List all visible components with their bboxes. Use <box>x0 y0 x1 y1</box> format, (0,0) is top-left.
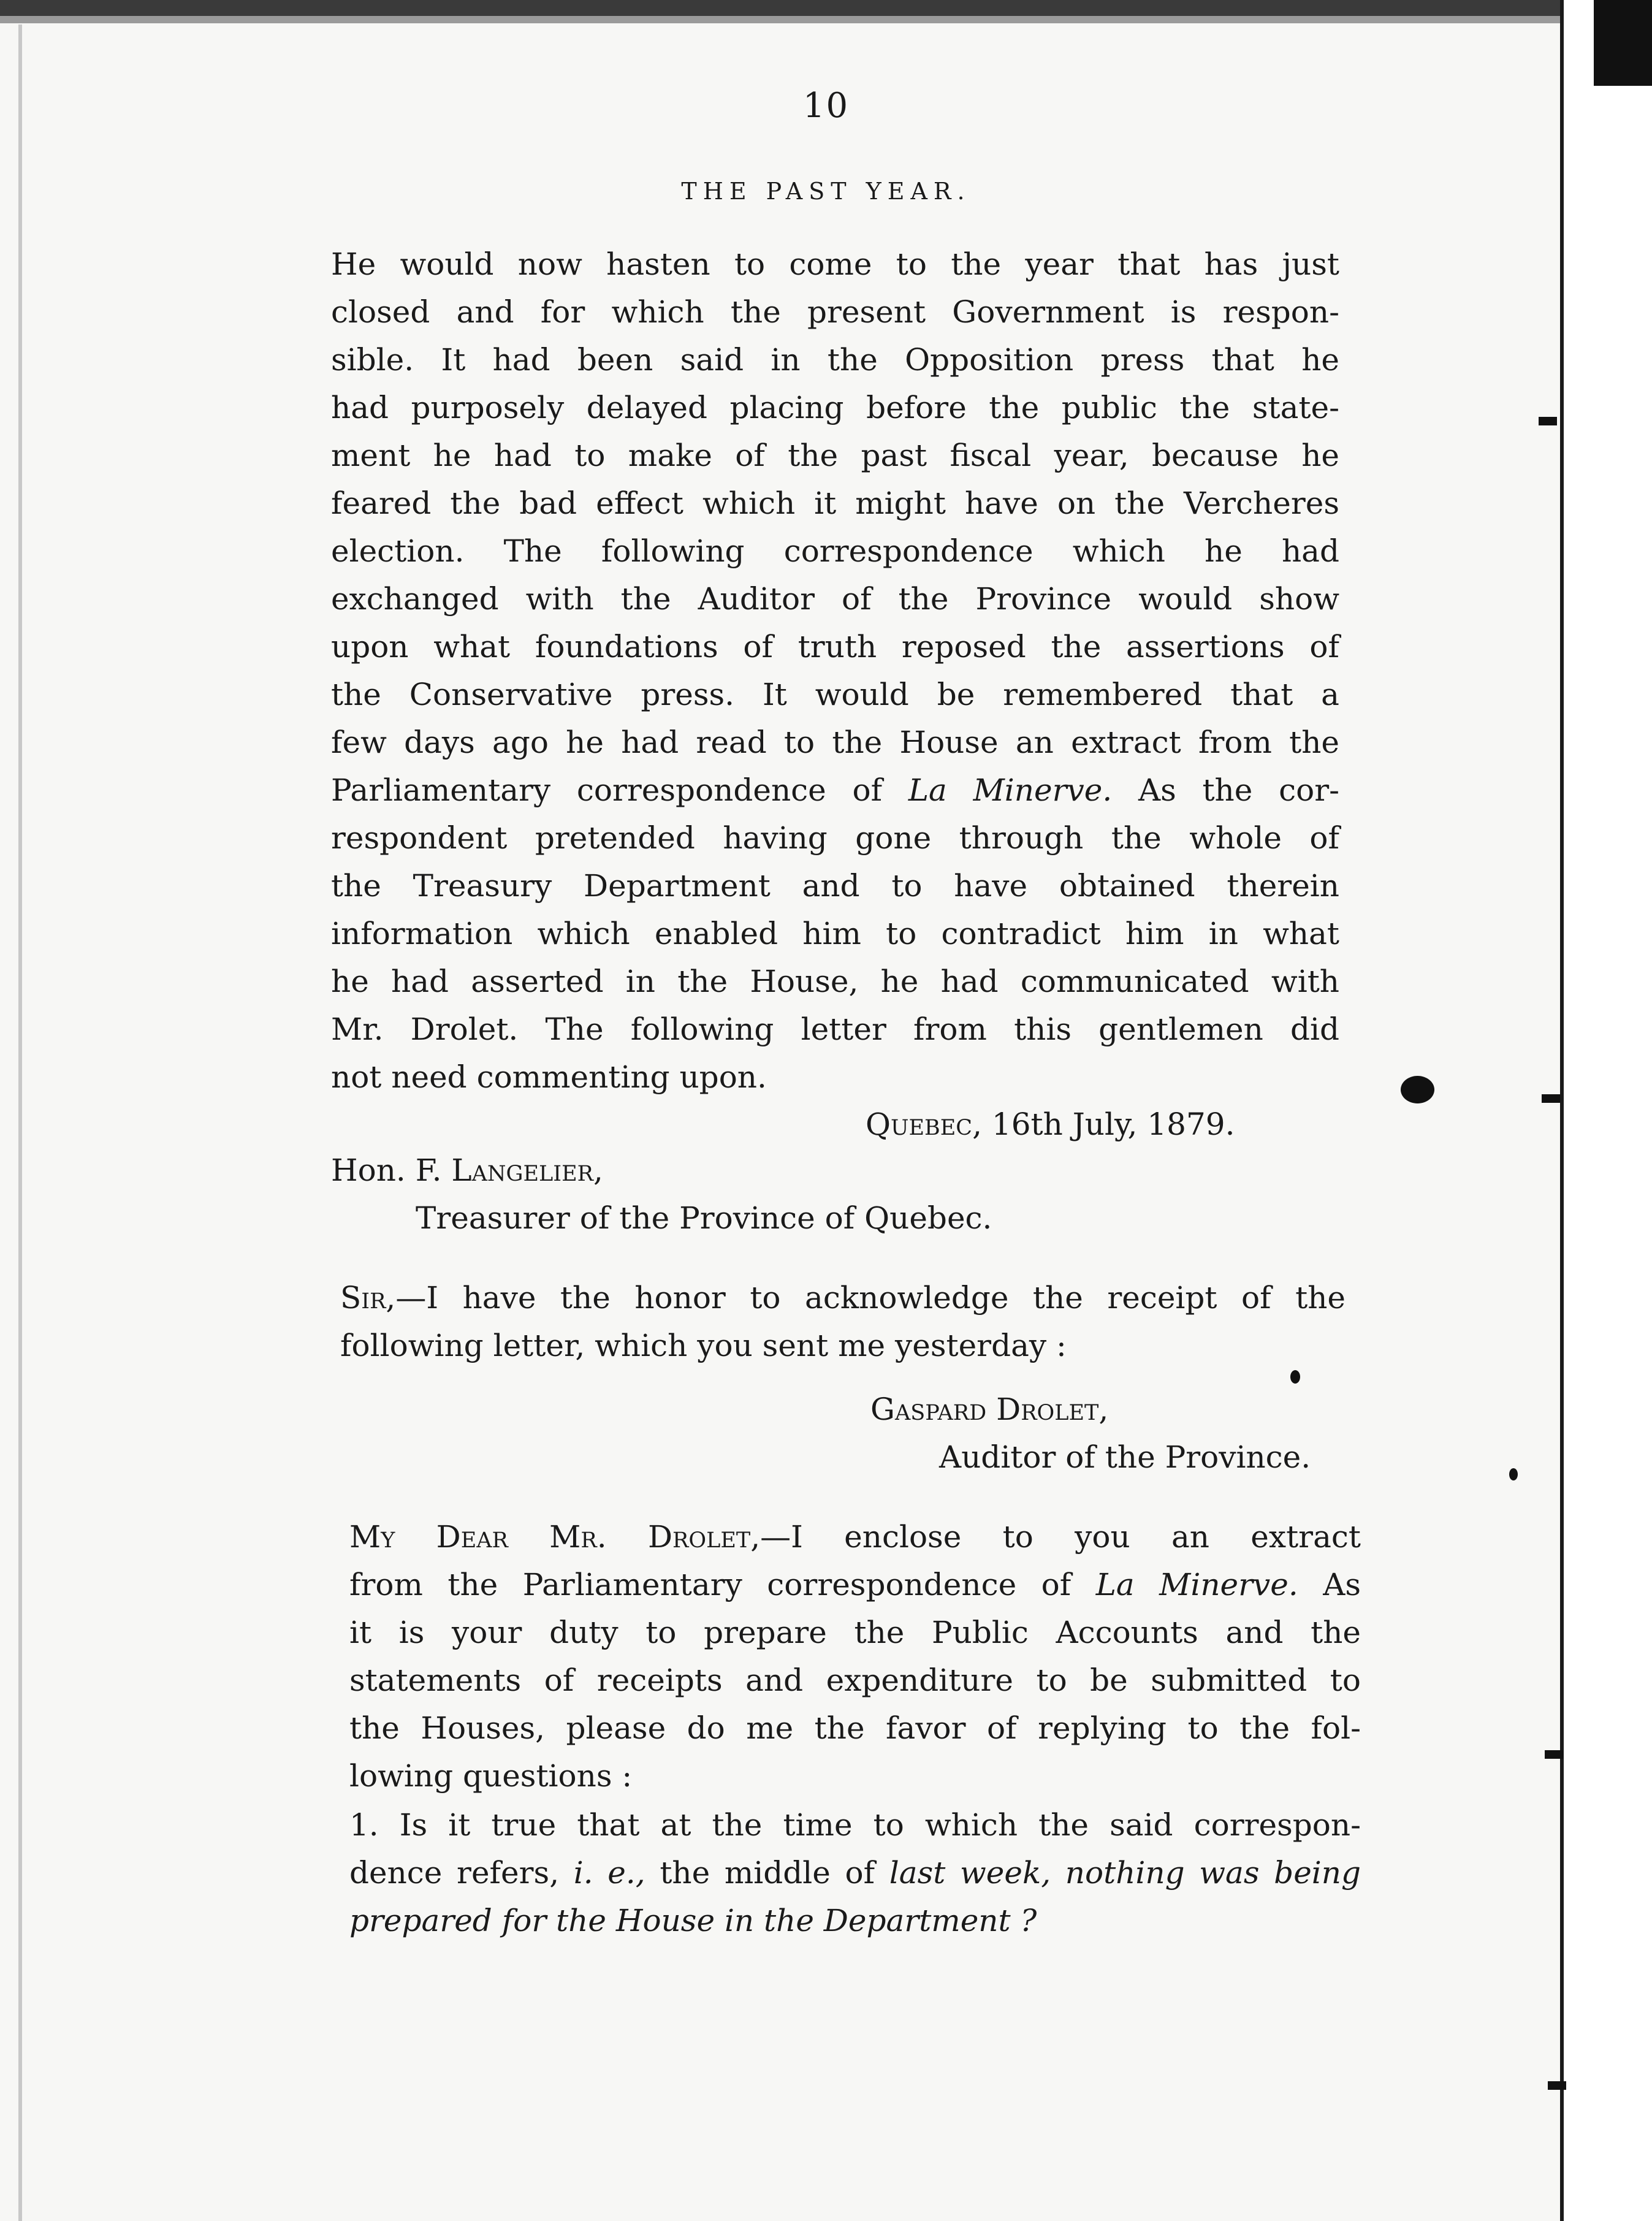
text-line: it is your duty to prepare the Public Accounts and the <box>349 1615 1361 1650</box>
addressee-prefix: Hon. F. <box>331 1152 442 1188</box>
text-segment: the middle of <box>645 1855 889 1891</box>
text-line-minerve <box>349 1561 1361 1609</box>
text-line: feared the bad effect which it might have on the Vercheres <box>331 486 1339 521</box>
text-line-italic: prepared for the House in the Department ? <box>349 1903 1037 1938</box>
text-line: He would now hasten to come to the year that has just <box>331 246 1339 282</box>
signature-name: Gaspard Drolet, <box>870 1392 1109 1427</box>
scan-top-border <box>0 0 1652 16</box>
text-line: closed and for which the present Government is respon- <box>331 294 1339 330</box>
page-number: 10 <box>802 86 850 126</box>
page-fold-left <box>18 25 22 2221</box>
letter-body <box>340 1274 1346 1370</box>
binding-line-right <box>1560 0 1564 2221</box>
text-segment: Parliamentary correspondence of <box>331 772 908 808</box>
text-line <box>349 1513 1361 1561</box>
ink-blot <box>1401 1076 1434 1103</box>
text-segment: dence refers, <box>349 1855 574 1891</box>
binding-mark <box>1539 417 1557 425</box>
scan-top-shadow <box>0 16 1569 23</box>
text-segment-italic: last week, nothing was being <box>889 1855 1361 1891</box>
text-line: the Conservative press. It would be remembered that a <box>331 677 1339 712</box>
text-segment-italic: i. e., <box>573 1855 645 1891</box>
text-line: election. The following correspondence which he had <box>331 533 1339 569</box>
letter-salutation: Sir, <box>340 1280 396 1316</box>
text-segment: As the cor- <box>1112 772 1339 808</box>
question-item <box>349 1801 1361 1945</box>
binding-mark <box>1542 1094 1560 1103</box>
enclosed-letter <box>349 1513 1361 1800</box>
dateline-date: 16th July, 1879. <box>991 1107 1235 1142</box>
text-line: respondent pretended having gone through the whole of <box>331 820 1339 856</box>
newspaper-title: La Minerve. <box>908 772 1113 808</box>
binding-corner <box>1594 0 1652 86</box>
addressee-name <box>331 1152 603 1188</box>
letter-dateline <box>866 1107 1235 1142</box>
body-paragraph <box>331 240 1339 1101</box>
text-line <box>340 1274 1346 1322</box>
signature-title: Auditor of the Province. <box>939 1439 1311 1475</box>
binding-mark <box>1548 2081 1566 2090</box>
ink-dot <box>1509 1468 1518 1480</box>
text-line: few days ago he had read to the House an extract from the <box>331 725 1339 760</box>
text-line: upon what foundations of truth reposed the assertions of <box>331 629 1339 665</box>
text-line: not need commenting upon. <box>331 1059 767 1095</box>
text-line: sible. It had been said in the Opposition press that he <box>331 342 1339 378</box>
text-line: had purposely delayed placing before the public the state- <box>331 390 1339 425</box>
text-line: exchanged with the Auditor of the Province would show <box>331 581 1339 617</box>
text-segment: As <box>1298 1567 1361 1602</box>
text-segment: —I enclose to you an extract <box>760 1519 1361 1555</box>
text-segment: —I have the honor to acknowledge the receipt of the <box>395 1280 1346 1316</box>
text-line: following letter, which you sent me yesterday : <box>340 1328 1067 1363</box>
page-edge-right <box>1560 0 1652 2221</box>
section-title: THE PAST YEAR. <box>681 178 971 205</box>
text-line: the Houses, please do me the favor of replying to the fol- <box>349 1710 1361 1746</box>
text-line: 1. Is it true that at the time to which the said correspon- <box>349 1807 1361 1843</box>
addressee-title: Treasurer of the Province of Quebec. <box>416 1200 992 1236</box>
text-segment: from the Parliamentary correspondence of <box>349 1567 1096 1602</box>
text-line: he had asserted in the House, he had communicated with <box>331 964 1339 999</box>
newspaper-title: La Minerve. <box>1095 1567 1298 1602</box>
text-line <box>349 1849 1361 1897</box>
binding-mark <box>1545 1750 1563 1759</box>
ink-dot <box>1290 1370 1300 1384</box>
text-line: lowing questions : <box>349 1758 633 1794</box>
dateline-place: Quebec, <box>866 1107 982 1142</box>
addressee-surname: Langelier, <box>451 1152 603 1188</box>
text-line: Mr. Drolet. The following letter from this gentlemen did <box>331 1011 1339 1047</box>
text-line: the Treasury Department and to have obtained therein <box>331 868 1339 904</box>
text-line: information which enabled him to contradict him in what <box>331 916 1339 951</box>
text-line: ment he had to make of the past fiscal year, because he <box>331 438 1339 473</box>
letter-salutation: My Dear Mr. Drolet, <box>349 1519 761 1555</box>
text-line: statements of receipts and expenditure to be submitted to <box>349 1663 1361 1698</box>
text-line-minerve <box>331 766 1339 814</box>
